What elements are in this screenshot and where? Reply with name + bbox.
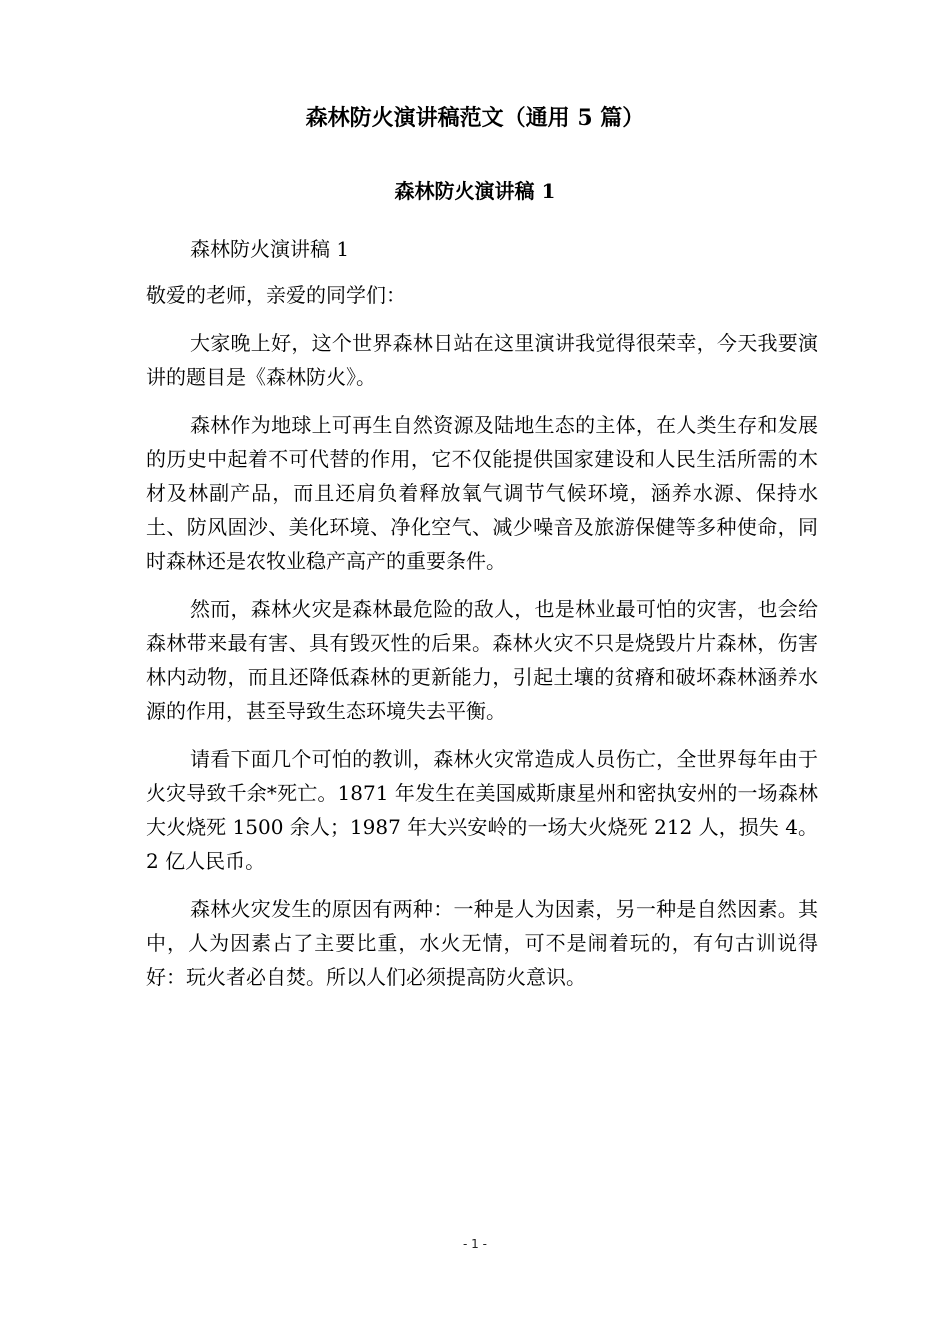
section-heading: 森林防火演讲稿 1 [394, 179, 556, 203]
salutation: 敬爱的老师，亲爱的同学们： [146, 283, 406, 307]
paragraph-5: 森林火灾发生的原因有两种：一种是人为因素，另一种是自然因素。其中，人为因素占了主要比重，水火无情，可不是闹着玩的，有句古训说得好：玩火者必自焚。所以人们必须提高防火意识。 [146, 897, 818, 989]
document-body [146, 232, 818, 1008]
speech-title-line: 森林防火演讲稿 1 [190, 237, 350, 261]
document-title: 森林防火演讲稿范文（通用 5 篇） [305, 105, 645, 131]
paragraph-4: 请看下面几个可怕的教训，森林火灾常造成人员伤亡，全世界每年由于火灾导致千余*死亡。1871 年发生在美国威斯康星州和密执安州的一场森林大火烧死 1500 余人；1987 年大兴安岭的一场大火烧死 212 人，损失 4。2 亿人民币。 [146, 747, 818, 873]
paragraph-2: 森林作为地球上可再生自然资源及陆地生态的主体，在人类生存和发展的历史中起着不可代替的作用，它不仅能提供国家建设和人民生活所需的木材及林副产品，而且还肩负着释放氧气调节气候环境，涵养水源、保持水土、防风固沙、美化环境、净化空气、减少噪音及旅游保健等多种使命，同时森林还是农牧业稳产高产的重要条件。 [146, 413, 818, 573]
page-number: - 1 - [463, 1237, 487, 1251]
paragraph-3: 然而，森林火灾是森林最危险的敌人，也是林业最可怕的灾害，也会给森林带来最有害、具有毁灭性的后果。森林火灾不只是烧毁片片森林，伤害林内动物，而且还降低森林的更新能力，引起土壤的贫瘠和破坏森林涵养水源的作用，甚至导致生态环境失去平衡。 [146, 597, 818, 723]
paragraph-1: 大家晚上好，这个世界森林日站在这里演讲我觉得很荣幸，今天我要演讲的题目是《森林防火》。 [146, 331, 818, 389]
